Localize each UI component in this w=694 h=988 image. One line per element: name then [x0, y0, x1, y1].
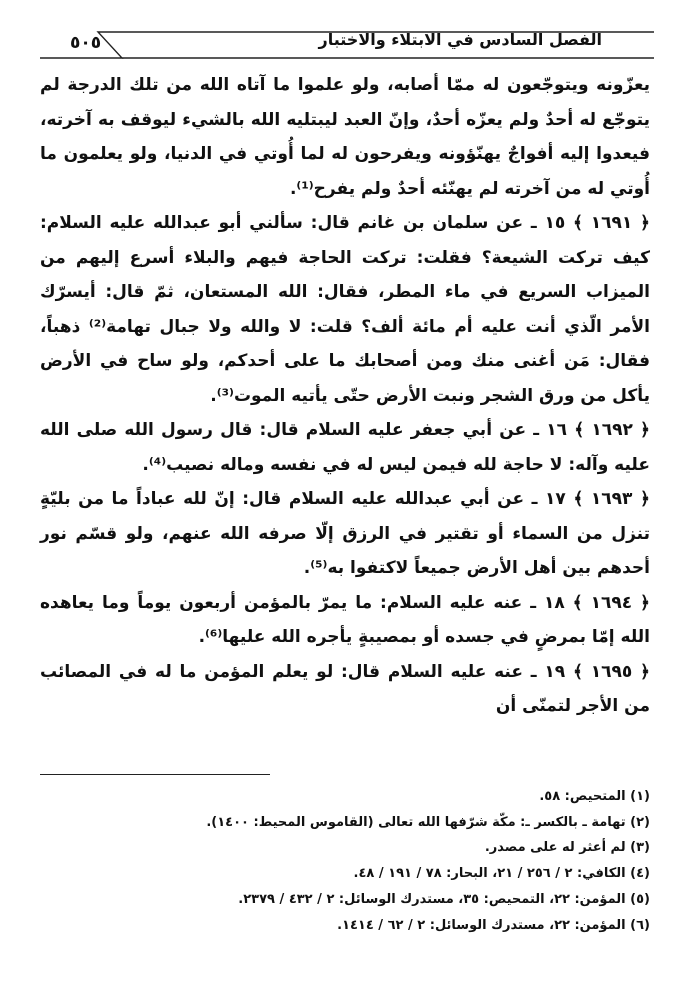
footnote-separator: [40, 774, 270, 775]
footnote-5: (٥) المؤمن: ٢٢، التمحيص: ٣٥، مستدرك الوسائل: ٢ / ٤٣٢ / ٢٣٧٩.: [238, 891, 650, 907]
footnote-1: (١) المتحيص: ٥٨.: [539, 789, 650, 804]
footnote-3: (٣) لم أعثر له على مصدر.: [484, 840, 650, 856]
footnote-2: (٢) تهامة ـ بالكسر ـ: مكّة شرّفها الله تعالى (القاموس المحيط: ١٤٠٠).: [206, 814, 650, 830]
running-header: [40, 18, 654, 66]
hadith-1695: ﴿ ١٦٩٥ ﴾ ١٩ ـ عنه عليه السلام قال: لو يعلم المؤمن ما له في المصائب من الأجر لتمنّى أن: [40, 661, 650, 716]
paragraph-continuation: يعزّونه ويتوجّعون له ممّا أصابه، ولو علموا ما آتاه الله من تلك الدرجة لم يتوجّع له أحدٌ ولم يعزّه أحدٌ، وإنّ العبد ليبتليه الله بالشيء ليوقف به آخرته، فيعدوا إليه أفواجٌ يهنّؤونه ويفرحون له لما أُوتي في الدنيا، ولو يعلمون ما أُوتي له من آخرته لم يهنّئه أحدٌ ولم يفرح⁽¹⁾.: [40, 75, 650, 199]
footnote-4: (٤) الكافي: ٢ / ٢٥٦ / ٢١، البحار: ٧٨ / ١٩١ / ٤٨.: [353, 866, 650, 882]
footnote-6: (٦) المؤمن: ٢٢، مستدرك الوسائل: ٢ / ٦٢ / ١٤١٤.: [337, 917, 650, 933]
hadith-1693: ﴿ ١٦٩٣ ﴾ ١٧ ـ عن أبي عبدالله عليه السلام قال: إنّ لله عباداً ما من بليّةٍ تنزل من السماء أو تقتير في الرزق إلّا صرفه الله عنهم، ولو قسّم نور أحدهم بين أهل الأرض جميعاً لاكتفوا به⁽⁵⁾.: [40, 489, 650, 578]
page-number: ٥٠٥: [70, 33, 102, 53]
chapter-title: الفصل السادس في الابتلاء والاختبار: [318, 30, 602, 49]
hadith-1691: ﴿ ١٦٩١ ﴾ ١٥ ـ عن سلمان بن غانم قال: سألني أبو عبدالله عليه السلام: كيف تركت الشيعة؟ فقلت: تركت الحاجة فيهم والبلاء أسرع إليهم من الميزاب السريع في ماء المطر، فقال: الله المستعان، ثمّ قال: أيسرّك الأمر الّذي أنت عليه أم مائة ألف؟ قلت: لا والله ولا جبال تهامة⁽²⁾ ذهباً، فقال: مَن أغنى منك ومن أصحابك ما على أحدكم، ولو ساح في الأرض يأكل من ورق الشجر ونبت الأرض حتّى يأتيه الموت⁽³⁾.: [40, 213, 651, 406]
main-text: [40, 68, 650, 724]
hadith-1694: ﴿ ١٦٩٤ ﴾ ١٨ ـ عنه عليه السلام: ما يمرّ بالمؤمن أربعون يوماً وما يعاهده الله إمّا بمرضٍ في جسده أو بمصيبةٍ يأجره الله عليها⁽⁶⁾.: [40, 592, 650, 647]
hadith-1692: ﴿ ١٦٩٢ ﴾ ١٦ ـ عن أبي جعفر عليه السلام قال: قال رسول الله صلى الله عليه وآله: لا حاجة لله فيمن ليس له في نفسه وماله نصيب⁽⁴⁾.: [40, 420, 650, 475]
footnotes: [40, 784, 650, 938]
